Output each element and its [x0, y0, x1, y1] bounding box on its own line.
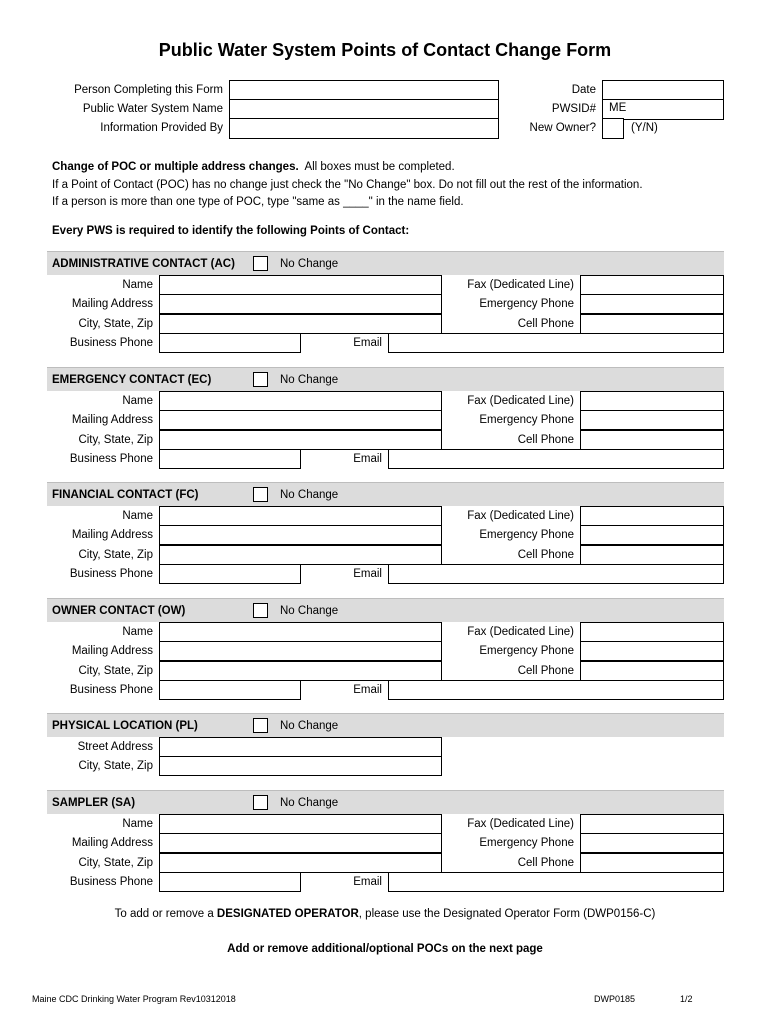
email-label: Email [353, 452, 382, 465]
section-title: FINANCIAL CONTACT (FC) [52, 489, 199, 501]
mailing-label: Mailing Address [71, 645, 153, 658]
city-field[interactable] [159, 853, 442, 873]
pwsid-field[interactable]: ME [602, 99, 724, 120]
footer-form-code: DWP0185 [594, 994, 636, 1004]
info-provided-field[interactable] [229, 118, 499, 139]
fax-field[interactable] [580, 391, 724, 411]
date-label: Date [571, 84, 596, 96]
name-label: Name [122, 395, 153, 407]
email-field[interactable] [388, 872, 724, 892]
next-page-note: Add or remove additional/optional POCs on the next page [227, 943, 543, 955]
name-label: Name [122, 279, 153, 291]
page-title: Public Water System Points of Contact Change Form [158, 40, 612, 60]
business-phone-field[interactable] [159, 872, 301, 892]
mailing-field[interactable] [159, 525, 442, 545]
business-phone-label: Business Phone [69, 567, 153, 580]
cell-label: Cell Phone [517, 548, 574, 561]
business-phone-label: Business Phone [69, 683, 153, 696]
section-5-header [47, 713, 724, 737]
designated-operator-note [0, 908, 770, 920]
cell-label: Cell Phone [517, 664, 574, 677]
city-label: City, State, Zip [78, 317, 153, 330]
no-change-label: No Change [280, 258, 339, 270]
cell-field[interactable] [580, 661, 724, 681]
name-label: Name [122, 818, 153, 830]
email-field[interactable] [388, 680, 724, 700]
section-title: SAMPLER (SA) [52, 797, 136, 809]
fax-label: Fax (Dedicated Line) [467, 279, 574, 291]
fax-label: Fax (Dedicated Line) [467, 395, 574, 407]
mailing-label: Mailing Address [71, 529, 153, 542]
cell-field[interactable] [580, 853, 724, 873]
business-phone-field[interactable] [159, 449, 301, 469]
section-1-header [47, 251, 724, 275]
business-phone-label: Business Phone [69, 875, 153, 888]
mailing-label: Mailing Address [71, 837, 153, 850]
business-phone-field[interactable] [159, 564, 301, 584]
person-completing-label: Person Completing this Form [74, 84, 223, 96]
no-change-checkbox[interactable] [253, 372, 268, 387]
instruction-bold: Change of POC or multiple address changes. [52, 161, 299, 173]
mailing-label: Mailing Address [71, 298, 153, 311]
no-change-label: No Change [280, 374, 339, 386]
email-label: Email [353, 336, 382, 349]
section-6-header [47, 790, 724, 814]
city-field[interactable] [159, 756, 442, 776]
instruction-line-2: If a Point of Contact (POC) has no change just check the "No Change" box. Do not fill out the rest of the information. [52, 179, 643, 191]
fax-field[interactable] [580, 622, 724, 642]
footer-page-number: 1/2 [680, 994, 693, 1004]
city-label: City, State, Zip [78, 548, 153, 561]
emergency-field[interactable] [580, 833, 724, 853]
city-field[interactable] [159, 430, 442, 450]
street-field[interactable] [159, 737, 442, 757]
cell-label: Cell Phone [517, 856, 574, 869]
cell-label: Cell Phone [517, 433, 574, 446]
no-change-checkbox[interactable] [253, 795, 268, 810]
business-phone-label: Business Phone [69, 336, 153, 349]
fax-field[interactable] [580, 814, 724, 834]
designated-prefix: To add or remove a [114, 908, 217, 920]
person-completing-field[interactable] [229, 80, 499, 101]
emergency-label: Emergency Phone [479, 645, 574, 658]
emergency-field[interactable] [580, 410, 724, 430]
yn-label: (Y/N) [631, 122, 658, 134]
business-phone-label: Business Phone [69, 452, 153, 465]
email-field[interactable] [388, 564, 724, 584]
designated-operator-bold: DESIGNATED OPERATOR [216, 908, 359, 920]
business-phone-field[interactable] [159, 680, 301, 700]
section-title: ADMINISTRATIVE CONTACT (AC) [52, 258, 235, 270]
emergency-label: Emergency Phone [479, 298, 574, 311]
footer-program: Maine CDC Drinking Water Program Rev10312018 [32, 994, 236, 1004]
no-change-checkbox[interactable] [253, 487, 268, 502]
pws-name-label: Public Water System Name [82, 103, 223, 115]
name-field[interactable] [159, 391, 442, 411]
fax-label: Fax (Dedicated Line) [467, 818, 574, 830]
no-change-label: No Change [280, 720, 339, 732]
section-2-header [47, 367, 724, 391]
city-label: City, State, Zip [78, 760, 153, 773]
cell-field[interactable] [580, 314, 724, 334]
section-3-header [47, 482, 724, 506]
no-change-checkbox[interactable] [253, 256, 268, 271]
section-title: EMERGENCY CONTACT (EC) [52, 374, 212, 386]
business-phone-field[interactable] [159, 333, 301, 353]
mailing-field[interactable] [159, 833, 442, 853]
instruction-line-3: If a person is more than one type of POC, type "same as ____" in the name field. [52, 196, 464, 208]
emergency-label: Emergency Phone [479, 837, 574, 850]
required-poc-heading: Every PWS is required to identify the following Points of Contact: [52, 225, 410, 237]
emergency-field[interactable] [580, 641, 724, 661]
mailing-field[interactable] [159, 294, 442, 314]
no-change-label: No Change [280, 489, 339, 501]
cell-field[interactable] [580, 430, 724, 450]
mailing-label: Mailing Address [71, 414, 153, 427]
name-field[interactable] [159, 814, 442, 834]
email-field[interactable] [388, 449, 724, 469]
fax-field[interactable] [580, 275, 724, 295]
name-label: Name [122, 510, 153, 522]
instruction-rest: All boxes must be completed. [304, 161, 455, 173]
city-label: City, State, Zip [78, 664, 153, 677]
email-label: Email [353, 567, 382, 580]
city-label: City, State, Zip [78, 856, 153, 869]
fax-field[interactable] [580, 506, 724, 526]
new-owner-field[interactable] [602, 118, 624, 139]
name-label: Name [122, 626, 153, 638]
email-label: Email [353, 683, 382, 696]
new-owner-label: New Owner? [529, 122, 596, 134]
street-label: Street Address [77, 741, 153, 753]
pwsid-label: PWSID# [551, 103, 596, 115]
fax-label: Fax (Dedicated Line) [467, 626, 574, 638]
info-provided-label: Information Provided By [100, 122, 223, 134]
email-label: Email [353, 875, 382, 888]
name-field[interactable] [159, 506, 442, 526]
city-field[interactable] [159, 545, 442, 565]
section-4-header [47, 598, 724, 622]
section-title: PHYSICAL LOCATION (PL) [52, 720, 198, 732]
emergency-label: Emergency Phone [479, 529, 574, 542]
fax-label: Fax (Dedicated Line) [467, 510, 574, 522]
section-title: OWNER CONTACT (OW) [52, 605, 186, 617]
city-label: City, State, Zip [78, 433, 153, 446]
mailing-field[interactable] [159, 641, 442, 661]
no-change-label: No Change [280, 797, 339, 809]
no-change-checkbox[interactable] [253, 603, 268, 618]
city-field[interactable] [159, 661, 442, 681]
name-field[interactable] [159, 275, 442, 295]
emergency-label: Emergency Phone [479, 414, 574, 427]
instruction-line-1 [52, 159, 455, 176]
date-field[interactable] [602, 80, 724, 101]
mailing-field[interactable] [159, 410, 442, 430]
pws-name-field[interactable] [229, 99, 499, 120]
no-change-checkbox[interactable] [253, 718, 268, 733]
cell-field[interactable] [580, 545, 724, 565]
city-field[interactable] [159, 314, 442, 334]
designated-suffix: , please use the Designated Operator Form (DWP0156-C) [358, 908, 656, 920]
emergency-field[interactable] [580, 294, 724, 314]
name-field[interactable] [159, 622, 442, 642]
cell-label: Cell Phone [517, 317, 574, 330]
no-change-label: No Change [280, 605, 339, 617]
email-field[interactable] [388, 333, 724, 353]
emergency-field[interactable] [580, 525, 724, 545]
